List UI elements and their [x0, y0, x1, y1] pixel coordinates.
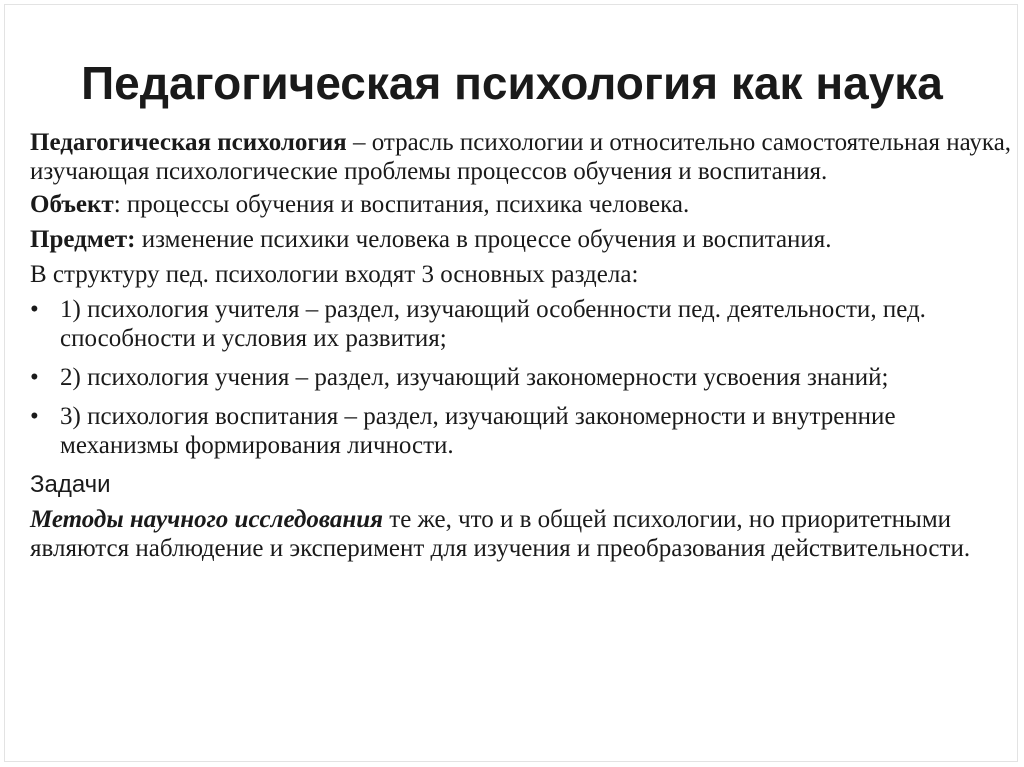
- slide-body: [30, 128, 1015, 569]
- subject-text: изменение психики человека в процессе обучения и воспитания.: [135, 226, 832, 253]
- bullet-icon: •: [30, 296, 39, 323]
- section-text: 2) психология учения – раздел, изучающий закономерности усвоения знаний;: [60, 364, 889, 391]
- tasks-label: Задачи: [30, 471, 111, 498]
- object-paragraph: [30, 190, 1015, 219]
- structure-intro: В структуру пед. психологии входят 3 основных раздела:: [30, 261, 639, 288]
- methods-text: те же, что и в общей психологии, но приоритетными являются наблюдение и эксперимент для изучения и преобразования действительности.: [30, 506, 971, 562]
- methods-paragraph: [30, 505, 1015, 563]
- object-label: Объект: [30, 191, 114, 218]
- definition-term: Педагогическая психология: [30, 129, 347, 156]
- slide-title: Педагогическая психология как наука: [81, 56, 943, 109]
- subject-label: Предмет:: [30, 226, 136, 253]
- object-text: : процессы обучения и воспитания, психика человека.: [113, 191, 690, 218]
- definition-text: – отрасль психологии и относительно самостоятельная наука, изучающая психологические проблемы процессов обучения и воспитания.: [30, 129, 1012, 185]
- bullet-icon: •: [30, 364, 39, 391]
- section-item-learning: [30, 363, 1015, 392]
- section-text: 1) психология учителя – раздел, изучающий особенности пед. деятельности, пед. способности и условия их развития;: [60, 296, 926, 352]
- methods-term: Методы научного исследования: [30, 506, 384, 533]
- section-item-teacher: [30, 295, 1015, 353]
- bullet-icon: •: [30, 403, 39, 430]
- section-text: 3) психология воспитания – раздел, изучающий закономерности и внутренние механизмы формирования личности.: [60, 403, 896, 459]
- subject-paragraph: [30, 225, 1015, 254]
- section-item-upbringing: [30, 402, 1015, 460]
- definition-paragraph: [30, 128, 1015, 186]
